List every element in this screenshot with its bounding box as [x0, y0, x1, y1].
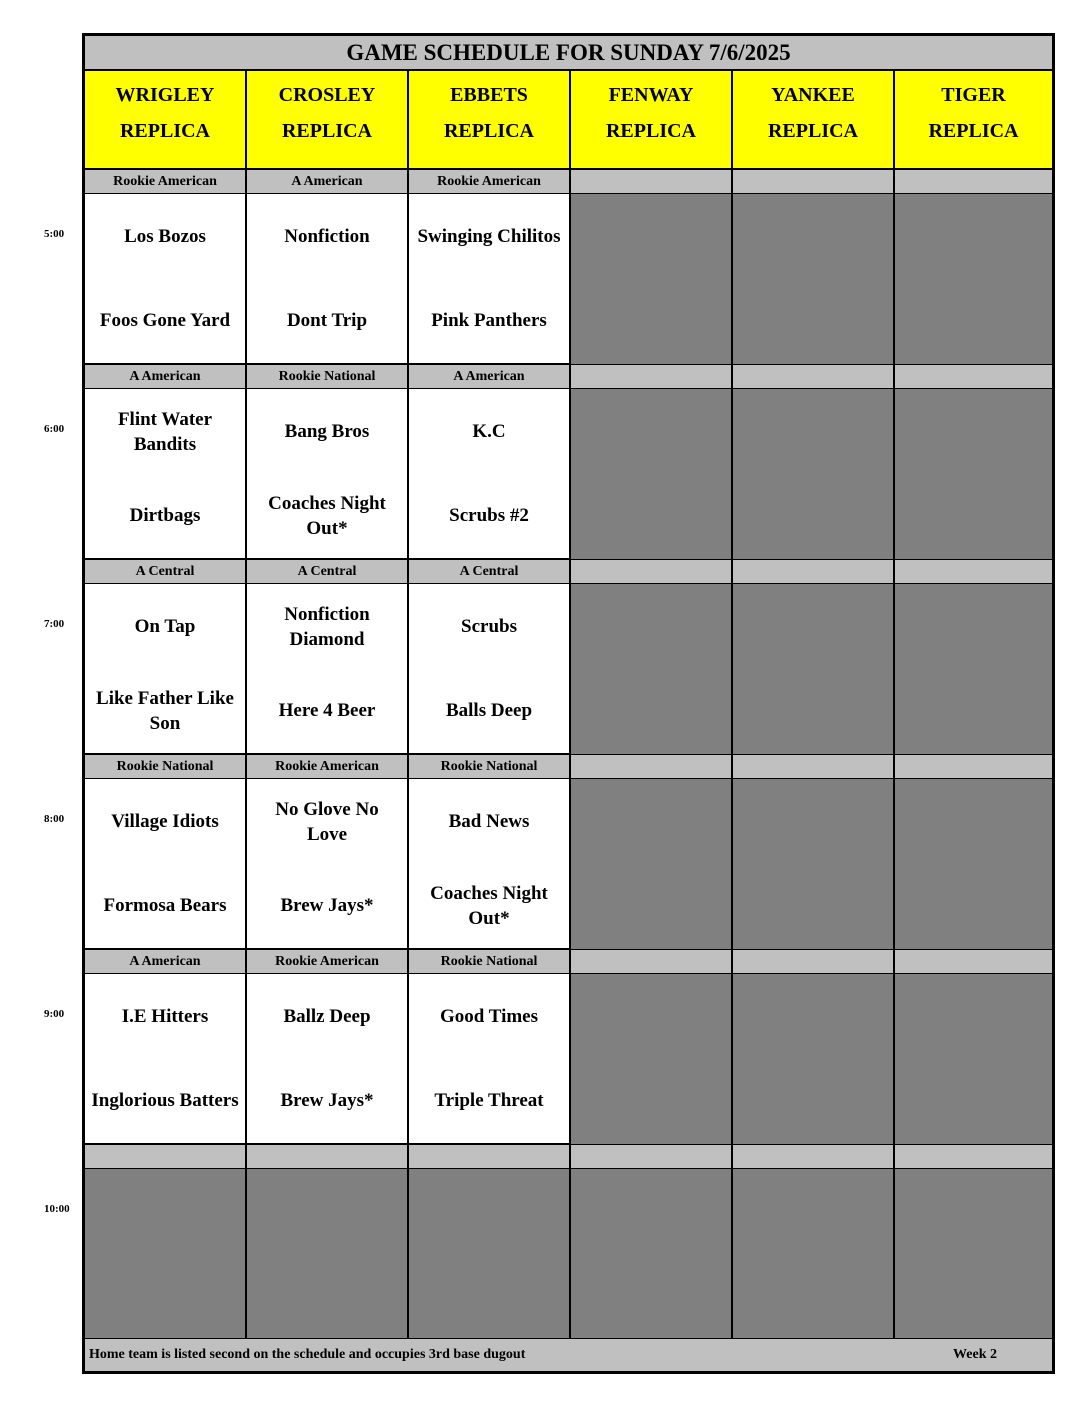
field-type: REPLICA [605, 120, 696, 142]
unused-slot [570, 1168, 732, 1340]
division-label: Rookie National [84, 754, 246, 779]
division-label [570, 1144, 732, 1169]
field-header-crosley [246, 70, 408, 169]
team-home: Like Father Like Son [84, 668, 246, 754]
unused-slot [894, 973, 1053, 1145]
field-type: REPLICA [928, 120, 1019, 142]
team-home: Dirtbags [84, 473, 246, 559]
team-away: Bad News [408, 778, 570, 864]
team-home: Balls Deep [408, 668, 570, 754]
team-away: Ballz Deep [246, 973, 408, 1059]
unused-slot [84, 1168, 246, 1340]
unused-slot [408, 1168, 570, 1340]
unused-slot [894, 778, 1053, 950]
page-title: GAME SCHEDULE FOR SUNDAY 7/6/2025 [84, 35, 1053, 70]
division-label: Rookie National [246, 364, 408, 389]
field-name: CROSLEY [278, 84, 376, 106]
time-label: 10:00 [44, 1203, 70, 1215]
team-away: Los Bozos [84, 193, 246, 279]
division-label [732, 949, 894, 974]
footer-note-bar [84, 1338, 1053, 1372]
division-label [894, 559, 1053, 584]
time-label: 8:00 [44, 813, 65, 825]
unused-slot [570, 583, 732, 755]
field-name: FENWAY [608, 84, 694, 106]
team-away: Nonfiction [246, 193, 408, 279]
division-label: Rookie American [84, 169, 246, 194]
schedule-table [82, 33, 1055, 1374]
division-label: A Central [246, 559, 408, 584]
division-label: A American [408, 364, 570, 389]
field-header-fenway [570, 70, 732, 169]
division-label [894, 364, 1053, 389]
team-home: Scrubs #2 [408, 473, 570, 559]
division-label [894, 949, 1053, 974]
unused-slot [732, 583, 894, 755]
team-home: Foos Gone Yard [84, 278, 246, 364]
team-home: Inglorious Batters [84, 1058, 246, 1144]
team-away: I.E Hitters [84, 973, 246, 1059]
team-home: Dont Trip [246, 278, 408, 364]
division-label: Rookie American [408, 169, 570, 194]
team-away: Nonfiction Diamond [246, 583, 408, 669]
division-label: Rookie National [408, 754, 570, 779]
unused-slot [894, 1168, 1053, 1340]
team-home: Here 4 Beer [246, 668, 408, 754]
unused-slot [570, 193, 732, 365]
division-label [894, 1144, 1053, 1169]
division-label: A American [246, 169, 408, 194]
division-label [732, 1144, 894, 1169]
team-home: Coaches Night Out* [408, 863, 570, 949]
division-label [570, 754, 732, 779]
unused-slot [246, 1168, 408, 1340]
division-label: Rookie American [246, 754, 408, 779]
unused-slot [732, 193, 894, 365]
division-label: A Central [84, 559, 246, 584]
unused-slot [732, 1168, 894, 1340]
week-label: Week 2 [953, 1347, 997, 1362]
team-away: Bang Bros [246, 388, 408, 474]
division-label [732, 364, 894, 389]
field-type: REPLICA [281, 120, 372, 142]
team-away: Scrubs [408, 583, 570, 669]
unused-slot [732, 388, 894, 560]
division-label: Rookie American [246, 949, 408, 974]
team-away: Swinging Chilitos [408, 193, 570, 279]
team-away: Flint Water Bandits [84, 388, 246, 474]
field-header-ebbets [408, 70, 570, 169]
field-name: YANKEE [771, 84, 855, 106]
field-header-tiger [894, 70, 1053, 169]
field-name: TIGER [941, 84, 1006, 106]
team-away: Village Idiots [84, 778, 246, 864]
division-label [894, 169, 1053, 194]
division-label [570, 559, 732, 584]
unused-slot [570, 778, 732, 950]
unused-slot [894, 193, 1053, 365]
division-label [732, 559, 894, 584]
time-label: 5:00 [44, 228, 65, 240]
division-label [570, 169, 732, 194]
team-home: Brew Jays* [246, 1058, 408, 1144]
field-name: WRIGLEY [115, 84, 215, 106]
unused-slot [570, 388, 732, 560]
time-label: 9:00 [44, 1008, 65, 1020]
unused-slot [894, 583, 1053, 755]
team-home: Triple Threat [408, 1058, 570, 1144]
division-label [84, 1144, 246, 1169]
team-home: Pink Panthers [408, 278, 570, 364]
field-header-wrigley [84, 70, 246, 169]
division-label [570, 364, 732, 389]
unused-slot [732, 973, 894, 1145]
team-away: Good Times [408, 973, 570, 1059]
team-home: Coaches Night Out* [246, 473, 408, 559]
division-label [246, 1144, 408, 1169]
time-label: 7:00 [44, 618, 65, 630]
home-team-note: Home team is listed second on the schedule and occupies 3rd base dugout [89, 1347, 526, 1362]
division-label [894, 754, 1053, 779]
team-away: K.C [408, 388, 570, 474]
time-label: 6:00 [44, 423, 65, 435]
division-label [570, 949, 732, 974]
unused-slot [570, 973, 732, 1145]
field-header-yankee [732, 70, 894, 169]
division-label: A American [84, 949, 246, 974]
division-label: A American [84, 364, 246, 389]
division-label: A Central [408, 559, 570, 584]
team-home: Formosa Bears [84, 863, 246, 949]
field-type: REPLICA [443, 120, 534, 142]
division-label [732, 754, 894, 779]
division-label [408, 1144, 570, 1169]
team-away: No Glove No Love [246, 778, 408, 864]
field-type: REPLICA [119, 120, 210, 142]
team-away: On Tap [84, 583, 246, 669]
team-home: Brew Jays* [246, 863, 408, 949]
field-name: EBBETS [450, 84, 528, 106]
unused-slot [732, 778, 894, 950]
unused-slot [894, 388, 1053, 560]
division-label: Rookie National [408, 949, 570, 974]
division-label [732, 169, 894, 194]
field-type: REPLICA [767, 120, 858, 142]
